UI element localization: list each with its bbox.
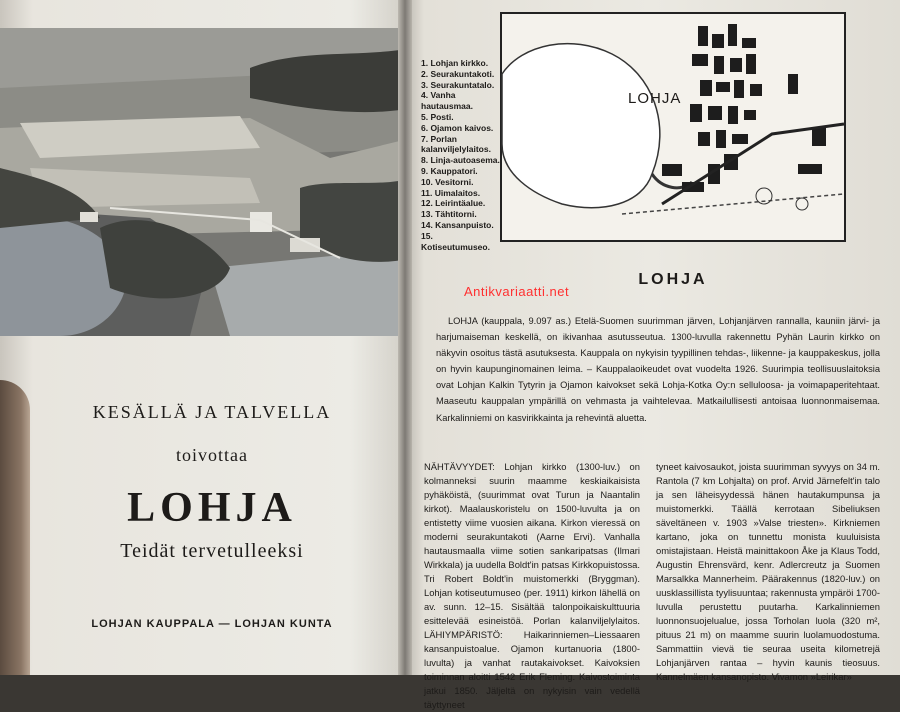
legend-item: 8. Linja-autoasema. [421,155,500,166]
legend-item: 11. Uimalaitos. [421,187,481,198]
legend-item: 9. Kauppatori. [421,165,478,176]
legend-item: 4. Vanha hautausmaa. [421,90,473,112]
aerial-photo [0,28,412,336]
book-spine [398,0,412,675]
intro-paragraph: LOHJA (kauppala, 9.097 as.) Etelä-Suomen suurimman järven, Lohjanjärven rannalla, kauniin järvi- ja harjumaiseman keskellä, on ikivanhaa asutusseutua. 1300-luvulla rakennettu Pyhän Laurin kirkko on näkyvin osoitus tästä asutuksesta. Kauppala on nykyisin tyypillinen tehdas-, liikenne- ja kauppakeskus, jolla on hyvin kaupunginomainen leima. – Kauppalaoikeudet ovat vuodelta 1926. Suurimpia teollisuuslaitoksia ovat Lohjan Kalkin Tytyrin ja Ojamon kaivokset sekä Lohja-Kotka Oy:n selluloosa- ja voimapaperitehtaat. Maaseutu kauppalan ympärillä on vehmasta ja vaihtelevaa. Matkailullisesti antoisaa luonnonmaisemaa. Karkalinniemi on kasvirikkainta ja rehevintä aluetta. [436,316,880,423]
body-column-left: NÄHTÄVYYDET: Lohjan kirkko (1300-luv.) on kolmanneksi suurin maamme keskiaikaisista pyhäköistä, (suurimmat ovat Turun ja Naantalin kirkot). Maalauskoristelu on 1500-luvulta ja on entistetty viime vuosien aikana. Kirkon vieressä on moderni seurakuntakoti (Aarne Ervi). Vanhalla hautausmaalla viime sotien sankaripatsas (Ilmari Wirkkala) ja uudella Boldt'in patsas Kirkkopuistossa. Tri Robert Boldt'in muistomerkki (Bryggman). Lohjan kotiseutumuseo (per. 1911) kirkon lähellä on av. sunn. 12–15. Sisältää talonpoikaiskulttuuria esittelevää esineistöä. Porlan kalanviljelylaitos. LÄHIYMPÄRISTÖ: Haikarinniemen–Liessaaren kansanpuistoalue. Ojamon kurtanuoria (1800-luvulta) ja vanhat rautakaivokset. Kaivoksien toiminnan aloitti 1542 Erik Fleming. Kaivostoiminta jatkui 1850. Jäljeltä on nykyisin vain vedellä täyttyneet [424,461,640,710]
legend-item: 2. Seurakuntakoti. [421,68,495,79]
ad-line-seasons: KESÄLLÄ JA TALVELLA [92,402,332,422]
town-map [500,12,846,242]
legend-item: 7. Porlan kalanviljelylaitos. [421,133,491,155]
thumb [0,380,30,675]
ad-town-name: LOHJA [127,485,297,531]
ad-line-wishes: toivottaa [176,445,248,465]
map-legend [421,58,501,252]
legend-item: 3. Seurakuntatalo. [421,79,495,90]
aerial-photo-graphic [0,28,412,336]
ad-footer: LOHJAN KAUPPALA — LOHJAN KUNTA [91,618,333,630]
left-page [0,0,412,675]
legend-item: 5. Posti. [421,111,454,122]
ad-line-welcome: Teidät tervetulleeksi [120,540,304,562]
body-column-right: tyneet kaivosaukot, joista suurimman syvyys on 34 m. Rantola (7 km Lohjalta) on prof. Arvid Järnefelt'in talo ja sen läheisyydessä hänen hautakumpunsa ja muistomerkki. Täällä kerrotaan Sibeliuksen säveltäneen v. 1903 »Valse triesten». Kirkniemen kartano, joka on tunnettu monista kuuluisista omistajistaan. Heistä mainittakoon Åke ja Klaus Todd, Augustin Ehrensvärd, kenr. Adlercreutz ja Suomen Marsalkka Mannerheim. Päärakennus (1820-luv.) on uusklassillista tyylisuuntaa; rakennusta ympäröi 1700-luvulla perustettu puutarha. Karkalinniemen luonnonsuojelualue, jossa Torholan luola (320 m², pituus 21 m) on maamme suurin luolamuodostuma. Sammattiin vievä tie seuraa useita kilometrejä Lohjanjärven rantaa – hyvin kaunis tieosuus. Kannelmäen kansanopisto. Vivamon »Leirikar» [656,461,880,682]
legend-item: 12. Leirintäalue. [421,198,486,209]
page-title: LOHJA [638,271,708,288]
legend-item: 15. Kotiseutumuseo. [421,230,490,252]
town-map-graphic [502,14,844,240]
legend-item: 10. Vesitorni. [421,176,474,187]
legend-item: 14. Kansanpuisto. [421,219,494,230]
legend-item: 1. Lohjan kirkko. [421,58,489,68]
legend-item: 6. Ojamon kaivos. [421,122,494,133]
map-town-label: LOHJA [628,90,682,107]
legend-item: 13. Tähtitorni. [421,209,477,220]
watermark: Antikvariaatti.net [464,284,570,299]
